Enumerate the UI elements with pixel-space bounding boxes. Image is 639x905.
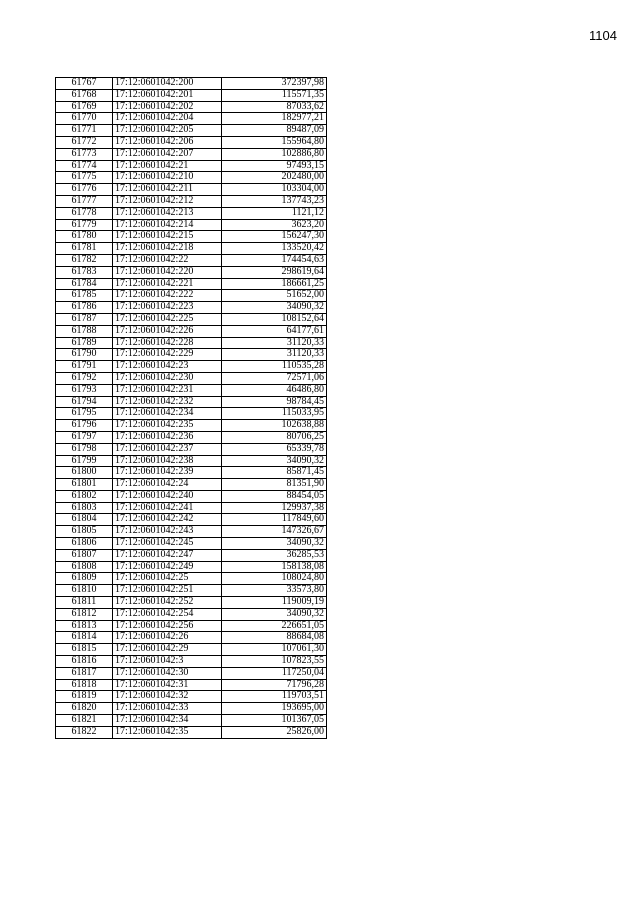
row-number-cell: 61784 [56,278,113,290]
row-number-cell: 61775 [56,172,113,184]
table-row [56,148,327,160]
cadastral-value-cell: 64177,61 [222,325,327,337]
cadastral-value-cell: 89487,09 [222,125,327,137]
row-number-cell: 61787 [56,313,113,325]
table-row [56,715,327,727]
row-number-cell: 61811 [56,597,113,609]
table-row [56,337,327,349]
table-row [56,549,327,561]
cadastral-number-cell: 17:12:0601042:215 [113,231,222,243]
row-number-cell: 61820 [56,703,113,715]
row-number-cell: 61772 [56,136,113,148]
cadastral-value-cell: 117250,04 [222,667,327,679]
cadastral-value-cell: 46486,80 [222,384,327,396]
row-number-cell: 61804 [56,514,113,526]
cadastral-number-cell: 17:12:0601042:35 [113,726,222,738]
row-number-cell: 61798 [56,443,113,455]
table-row [56,538,327,550]
cadastral-number-cell: 17:12:0601042:29 [113,644,222,656]
cadastral-number-cell: 17:12:0601042:249 [113,561,222,573]
table-row [56,597,327,609]
cadastral-value-cell: 88684,08 [222,632,327,644]
cadastral-number-cell: 17:12:0601042:218 [113,243,222,255]
table-row [56,608,327,620]
cadastral-number-cell: 17:12:0601042:202 [113,101,222,113]
cadastral-value-cell: 102638,88 [222,420,327,432]
table-row [56,184,327,196]
cadastral-number-cell: 17:12:0601042:225 [113,313,222,325]
cadastral-number-cell: 17:12:0601042:240 [113,490,222,502]
table-row [56,703,327,715]
table-row [56,479,327,491]
row-number-cell: 61782 [56,254,113,266]
table-row [56,361,327,373]
cadastral-value-cell: 202480,00 [222,172,327,184]
cadastral-value-cell: 3623,20 [222,219,327,231]
cadastral-value-cell: 85871,45 [222,467,327,479]
row-number-cell: 61778 [56,207,113,219]
table-row [56,172,327,184]
row-number-cell: 61800 [56,467,113,479]
cadastral-number-cell: 17:12:0601042:32 [113,691,222,703]
cadastral-number-cell: 17:12:0601042:231 [113,384,222,396]
cadastral-value-cell: 31120,33 [222,349,327,361]
table-row [56,526,327,538]
cadastral-value-cell: 98784,45 [222,396,327,408]
cadastral-number-cell: 17:12:0601042:252 [113,597,222,609]
cadastral-value-cell: 298619,64 [222,266,327,278]
cadastral-value-cell: 119009,19 [222,597,327,609]
cadastral-value-cell: 72571,06 [222,372,327,384]
cadastral-value-table [55,77,327,739]
cadastral-number-cell: 17:12:0601042:221 [113,278,222,290]
row-number-cell: 61776 [56,184,113,196]
row-number-cell: 61816 [56,656,113,668]
table-row [56,195,327,207]
cadastral-value-cell: 129937,38 [222,502,327,514]
cadastral-number-cell: 17:12:0601042:207 [113,148,222,160]
cadastral-number-cell: 17:12:0601042:22 [113,254,222,266]
row-number-cell: 61770 [56,113,113,125]
cadastral-number-cell: 17:12:0601042:237 [113,443,222,455]
cadastral-number-cell: 17:12:0601042:229 [113,349,222,361]
cadastral-value-cell: 34090,32 [222,302,327,314]
row-number-cell: 61802 [56,490,113,502]
page-number: 1104 [589,28,617,43]
row-number-cell: 61822 [56,726,113,738]
table-row [56,243,327,255]
cadastral-value-cell: 97493,15 [222,160,327,172]
cadastral-value-cell: 51652,00 [222,290,327,302]
cadastral-value-cell: 119703,51 [222,691,327,703]
table-row [56,408,327,420]
cadastral-value-cell: 372397,98 [222,78,327,90]
cadastral-number-cell: 17:12:0601042:31 [113,679,222,691]
cadastral-number-cell: 17:12:0601042:204 [113,113,222,125]
table-row [56,573,327,585]
row-number-cell: 61792 [56,372,113,384]
row-number-cell: 61791 [56,361,113,373]
cadastral-value-cell: 226651,05 [222,620,327,632]
row-number-cell: 61768 [56,89,113,101]
row-number-cell: 61809 [56,573,113,585]
row-number-cell: 61815 [56,644,113,656]
cadastral-value-cell: 133520,42 [222,243,327,255]
row-number-cell: 61806 [56,538,113,550]
table-row [56,632,327,644]
table-row [56,266,327,278]
cadastral-value-cell: 158138,08 [222,561,327,573]
cadastral-value-cell: 34090,32 [222,538,327,550]
cadastral-value-cell: 115571,35 [222,89,327,101]
cadastral-value-cell: 155964,80 [222,136,327,148]
cadastral-number-cell: 17:12:0601042:247 [113,549,222,561]
cadastral-value-cell: 156247,30 [222,231,327,243]
table-row [56,502,327,514]
table-row [56,396,327,408]
cadastral-value-cell: 110535,28 [222,361,327,373]
cadastral-number-cell: 17:12:0601042:214 [113,219,222,231]
cadastral-value-cell: 101367,05 [222,715,327,727]
row-number-cell: 61769 [56,101,113,113]
table-row [56,136,327,148]
table-row [56,620,327,632]
row-number-cell: 61788 [56,325,113,337]
cadastral-value-cell: 81351,90 [222,479,327,491]
cadastral-number-cell: 17:12:0601042:24 [113,479,222,491]
row-number-cell: 61799 [56,455,113,467]
table-row [56,455,327,467]
row-number-cell: 61793 [56,384,113,396]
cadastral-number-cell: 17:12:0601042:200 [113,78,222,90]
cadastral-number-cell: 17:12:0601042:234 [113,408,222,420]
cadastral-number-cell: 17:12:0601042:206 [113,136,222,148]
cadastral-number-cell: 17:12:0601042:245 [113,538,222,550]
cadastral-number-cell: 17:12:0601042:238 [113,455,222,467]
cadastral-value-cell: 147326,67 [222,526,327,538]
row-number-cell: 61813 [56,620,113,632]
table-row [56,384,327,396]
cadastral-value-cell: 108024,80 [222,573,327,585]
cadastral-value-cell: 102886,80 [222,148,327,160]
table-row [56,325,327,337]
table-row [56,514,327,526]
cadastral-value-cell: 36285,53 [222,549,327,561]
table-body [56,78,327,739]
cadastral-number-cell: 17:12:0601042:33 [113,703,222,715]
cadastral-value-cell: 107823,55 [222,656,327,668]
cadastral-value-cell: 193695,00 [222,703,327,715]
cadastral-number-cell: 17:12:0601042:213 [113,207,222,219]
cadastral-number-cell: 17:12:0601042:220 [113,266,222,278]
row-number-cell: 61795 [56,408,113,420]
row-number-cell: 61781 [56,243,113,255]
row-number-cell: 61818 [56,679,113,691]
table-row [56,561,327,573]
row-number-cell: 61783 [56,266,113,278]
row-number-cell: 61810 [56,585,113,597]
cadastral-number-cell: 17:12:0601042:205 [113,125,222,137]
cadastral-value-cell: 71796,28 [222,679,327,691]
cadastral-value-cell: 108152,64 [222,313,327,325]
cadastral-number-cell: 17:12:0601042:30 [113,667,222,679]
table-row [56,254,327,266]
row-number-cell: 61789 [56,337,113,349]
cadastral-number-cell: 17:12:0601042:25 [113,573,222,585]
row-number-cell: 61808 [56,561,113,573]
table-row [56,431,327,443]
cadastral-value-cell: 34090,32 [222,608,327,620]
row-number-cell: 61796 [56,420,113,432]
table-row [56,656,327,668]
row-number-cell: 61780 [56,231,113,243]
row-number-cell: 61786 [56,302,113,314]
cadastral-number-cell: 17:12:0601042:222 [113,290,222,302]
row-number-cell: 61779 [56,219,113,231]
cadastral-number-cell: 17:12:0601042:34 [113,715,222,727]
cadastral-number-cell: 17:12:0601042:242 [113,514,222,526]
table-row [56,691,327,703]
row-number-cell: 61767 [56,78,113,90]
cadastral-number-cell: 17:12:0601042:21 [113,160,222,172]
table-row [56,160,327,172]
row-number-cell: 61773 [56,148,113,160]
table-row [56,101,327,113]
cadastral-number-cell: 17:12:0601042:239 [113,467,222,479]
row-number-cell: 61803 [56,502,113,514]
cadastral-value-cell: 107061,30 [222,644,327,656]
cadastral-value-cell: 65339,78 [222,443,327,455]
table-row [56,679,327,691]
table-row [56,443,327,455]
cadastral-value-cell: 115033,95 [222,408,327,420]
cadastral-number-cell: 17:12:0601042:3 [113,656,222,668]
table-row [56,467,327,479]
cadastral-value-cell: 25826,00 [222,726,327,738]
row-number-cell: 61790 [56,349,113,361]
row-number-cell: 61805 [56,526,113,538]
cadastral-number-cell: 17:12:0601042:226 [113,325,222,337]
cadastral-value-cell: 137743,23 [222,195,327,207]
table-row [56,78,327,90]
table-row [56,644,327,656]
table-row [56,420,327,432]
cadastral-number-cell: 17:12:0601042:230 [113,372,222,384]
row-number-cell: 61801 [56,479,113,491]
row-number-cell: 61777 [56,195,113,207]
table-row [56,89,327,101]
table-row [56,490,327,502]
row-number-cell: 61819 [56,691,113,703]
row-number-cell: 61821 [56,715,113,727]
table-row [56,313,327,325]
row-number-cell: 61794 [56,396,113,408]
cadastral-value-cell: 87033,62 [222,101,327,113]
table-row [56,667,327,679]
cadastral-number-cell: 17:12:0601042:243 [113,526,222,538]
table-row [56,231,327,243]
cadastral-number-cell: 17:12:0601042:23 [113,361,222,373]
row-number-cell: 61771 [56,125,113,137]
cadastral-number-cell: 17:12:0601042:235 [113,420,222,432]
table-row [56,726,327,738]
table-row [56,372,327,384]
cadastral-value-cell: 174454,63 [222,254,327,266]
cadastral-number-cell: 17:12:0601042:251 [113,585,222,597]
cadastral-value-cell: 117849,60 [222,514,327,526]
cadastral-value-cell: 1121,12 [222,207,327,219]
cadastral-number-cell: 17:12:0601042:236 [113,431,222,443]
table-row [56,290,327,302]
row-number-cell: 61774 [56,160,113,172]
table-row [56,585,327,597]
cadastral-number-cell: 17:12:0601042:210 [113,172,222,184]
cadastral-number-cell: 17:12:0601042:201 [113,89,222,101]
cadastral-value-cell: 186661,25 [222,278,327,290]
table-row [56,113,327,125]
row-number-cell: 61817 [56,667,113,679]
cadastral-value-cell: 88454,05 [222,490,327,502]
cadastral-number-cell: 17:12:0601042:212 [113,195,222,207]
cadastral-value-cell: 34090,32 [222,455,327,467]
cadastral-value-cell: 31120,33 [222,337,327,349]
table-row [56,219,327,231]
row-number-cell: 61814 [56,632,113,644]
cadastral-number-cell: 17:12:0601042:228 [113,337,222,349]
cadastral-number-cell: 17:12:0601042:254 [113,608,222,620]
cadastral-number-cell: 17:12:0601042:211 [113,184,222,196]
table-row [56,207,327,219]
table-row [56,349,327,361]
cadastral-value-cell: 80706,25 [222,431,327,443]
cadastral-value-cell: 182977,21 [222,113,327,125]
row-number-cell: 61785 [56,290,113,302]
table-row [56,278,327,290]
cadastral-value-cell: 103304,00 [222,184,327,196]
row-number-cell: 61797 [56,431,113,443]
cadastral-value-cell: 33573,80 [222,585,327,597]
row-number-cell: 61807 [56,549,113,561]
cadastral-number-cell: 17:12:0601042:256 [113,620,222,632]
table-row [56,302,327,314]
table-row [56,125,327,137]
cadastral-number-cell: 17:12:0601042:241 [113,502,222,514]
row-number-cell: 61812 [56,608,113,620]
cadastral-number-cell: 17:12:0601042:223 [113,302,222,314]
cadastral-number-cell: 17:12:0601042:232 [113,396,222,408]
cadastral-number-cell: 17:12:0601042:26 [113,632,222,644]
